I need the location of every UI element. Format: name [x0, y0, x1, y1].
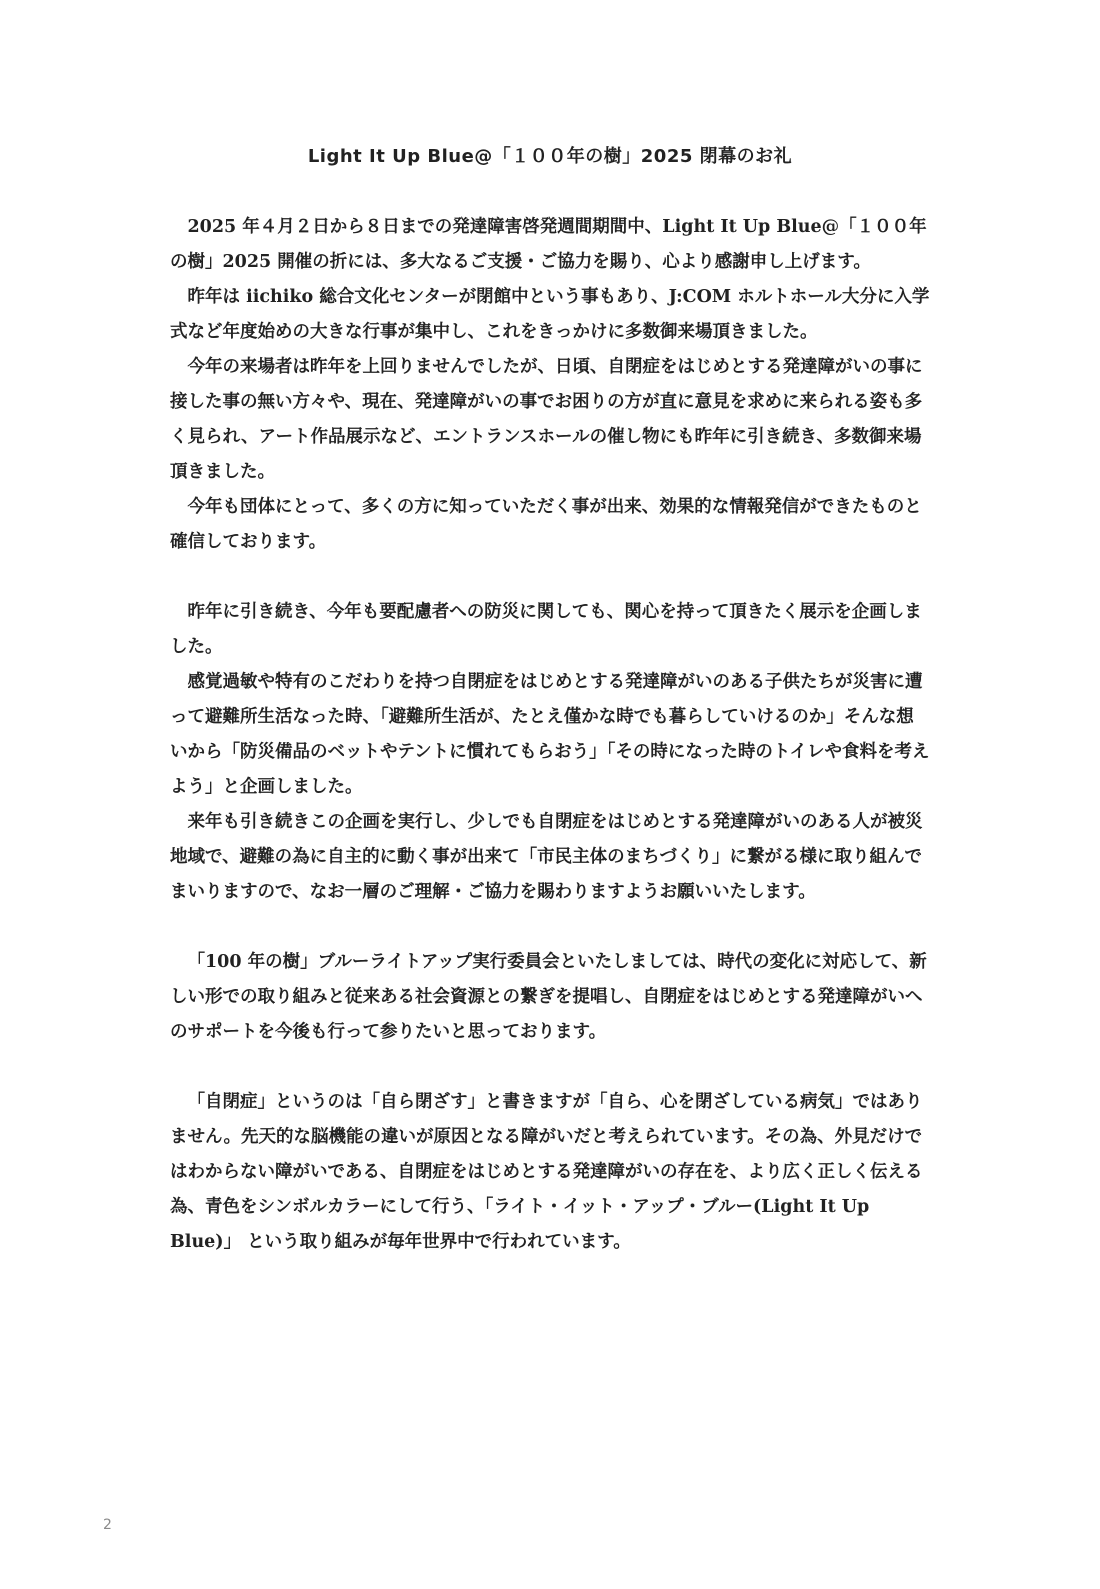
- paragraph-thanks: 2025 年４月２日から８日までの発達障害啓発週間期間中、Light It Up Blue@「１００年の樹」2025 開催の折には、多大なるご支援・ご協力を賜り、心より感謝申し上げます。: [170, 217, 927, 272]
- page-number: 2: [103, 1517, 112, 1533]
- paragraph-confidence: 今年も団体にとって、多くの方に知っていただく事が出来、効果的な情報発信ができたものと確信しております。: [170, 497, 922, 552]
- paragraph-last-year: 昨年は iichiko 総合文化センターが閉館中という事もあり、J:COM ホルトホール大分に入学式など年度始めの大きな行事が集中し、これをきっかけに多数御来場頂きました。: [170, 287, 930, 342]
- paragraph-spacer: [170, 910, 930, 945]
- paragraph-sensory: 感覚過敏や特有のこだわりを持つ自閉症をはじめとする発達障がいのある子供たちが災害に遭って避難所生活なった時、「避難所生活が、たとえ僅かな時でも暮らしていけるのか」そんな想いから「防災備品のベットやテントに慣れてもらおう」「その時になった時のトイレや食料を考えよう」と企画しました。: [170, 672, 930, 797]
- paragraph-committee: 「100 年の樹」ブルーライトアップ実行委員会といたしましては、時代の変化に対応して、新しい形での取り組みと従来ある社会資源との繋ぎを提唱し、自閉症をはじめとする発達障がいへのサポートを今後も行って参りたいと思っております。: [170, 952, 927, 1042]
- paragraph-disaster-prevention: 昨年に引き続き、今年も要配慮者への防災に関しても、関心を持って頂きたく展示を企画しました。: [170, 602, 922, 657]
- paragraph-visitors: 今年の来場者は昨年を上回りませんでしたが、日頃、自閉症をはじめとする発達障がいの事に接した事の無い方々や、現在、発達障がいの事でお困りの方が直に意見を求めに来られる姿も多く見られ、アート作品展示など、エントランスホールの催し物にも昨年に引き続き、多数御来場頂きました。: [170, 357, 923, 482]
- paragraph-next-year: 来年も引き続きこの企画を実行し、少しでも自閉症をはじめとする発達障がいのある人が被災地域で、避難の為に自主的に動く事が出来て「市民主体のまちづくり」に繋がる様に取り組んでまいりますので、なお一層のご理解・ご協力を賜わりますようお願いいたします。: [170, 812, 923, 902]
- paragraph-autism-explanation: 「自閉症」というのは「自ら閉ざす」と書きますが「自ら、心を閉ざしている病気」ではありません。先天的な脳機能の違いが原因となる障がいだと考えられています。その為、外見だけではわからない障がいである、自閉症をはじめとする発達障がいの存在を、より広く正しく伝える為、青色をシンボルカラーにして行う、「ライト・イット・アップ・ブルー(Light It Up Blue)」 という取り組みが毎年世界中で行われています。: [170, 1092, 923, 1252]
- document-body: [170, 210, 930, 1260]
- paragraph-spacer: [170, 1050, 930, 1085]
- document-title: Light It Up Blue@「１００年の樹」2025 閉幕のお礼: [307, 146, 793, 167]
- paragraph-spacer: [170, 560, 930, 595]
